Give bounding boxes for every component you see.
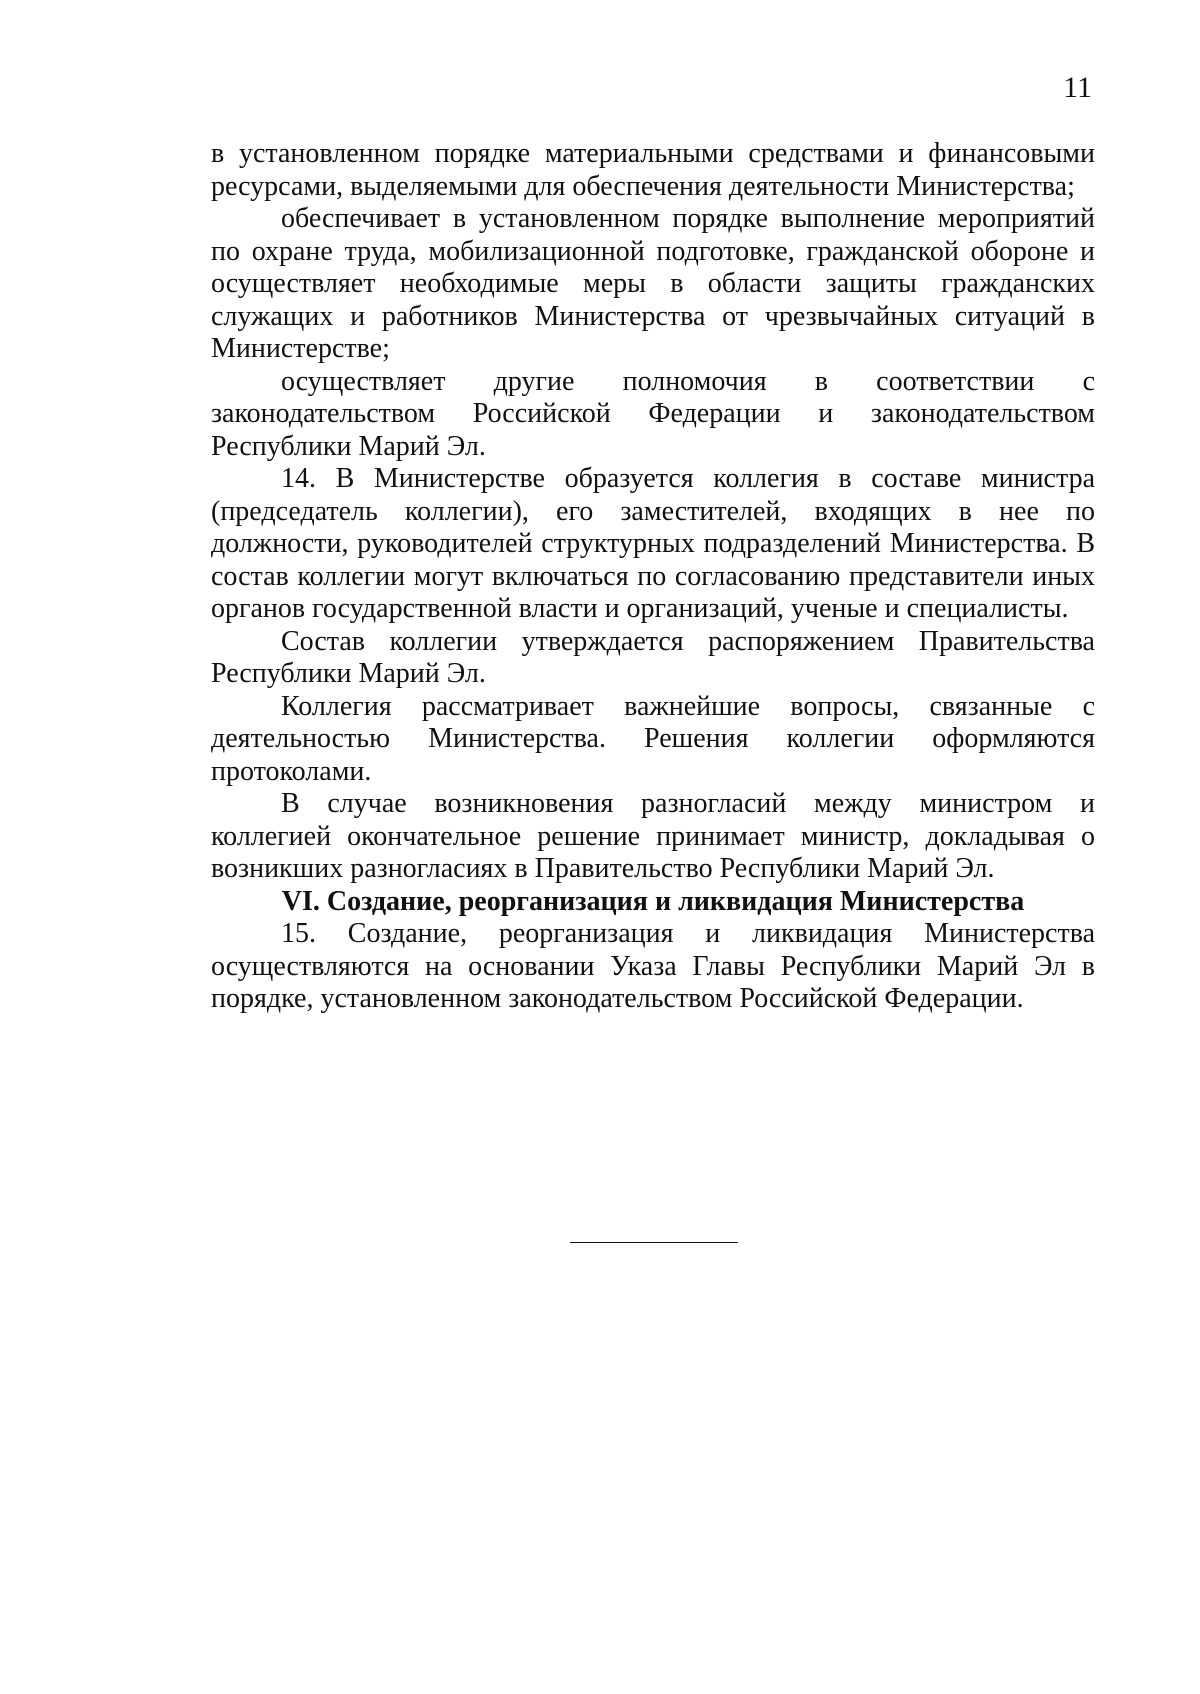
paragraph-other-powers: осуществляет другие полномочия в соответствии с законодательством Российской Федерации и законодательством Республики Марий Эл.	[211, 365, 1095, 462]
paragraph-collegium-composition: Состав коллегии утверждается распоряжением Правительства Республики Марий Эл.	[211, 625, 1095, 689]
paragraph-15-reorganization: 15. Создание, реорганизация и ликвидация Министерства осуществляются на основании Указа Главы Республики Марий Эл в порядке, установленном законодательством Российской Федерации.	[211, 918, 1095, 1014]
end-of-document-rule	[570, 1242, 738, 1243]
paragraph-collegium-decisions: Коллегия рассматривает важнейшие вопросы, связанные с деятельностью Министерства. Решения коллегии оформляются протоколами.	[211, 690, 1095, 787]
paragraph-14-collegium: 14. В Министерстве образуется коллегия в составе министра (председатель коллегии), его заместителей, входящих в нее по должности, руководителей структурных подразделений Министерства. В состав коллегии могут включаться по согласованию представители иных органов государственной власти и организаций, ученые и специалисты.	[211, 463, 1095, 624]
document-body	[211, 138, 1095, 1016]
section-heading: VI. Создание, реорганизация и ликвидация Министерства	[281, 885, 1025, 917]
page-number: 11	[1063, 71, 1092, 104]
paragraph-civil-defense: обеспечивает в установленном порядке выполнение мероприятий по охране труда, мобилизационной подготовке, гражданской обороне и осуществляет необходимые меры в области защиты гражданских служащих и работников Министерства от чрезвычайных ситуаций в Министерстве;	[211, 203, 1095, 364]
paragraph-disagreements: В случае возникновения разногласий между министром и коллегией окончательное решение принимает министр, докладывая о возникших разногласиях в Правительство Республики Марий Эл.	[211, 788, 1095, 884]
paragraph-continuation: в установленном порядке материальными средствами и финансовыми ресурсами, выделяемыми для обеспечения деятельности Министерства;	[211, 138, 1095, 202]
